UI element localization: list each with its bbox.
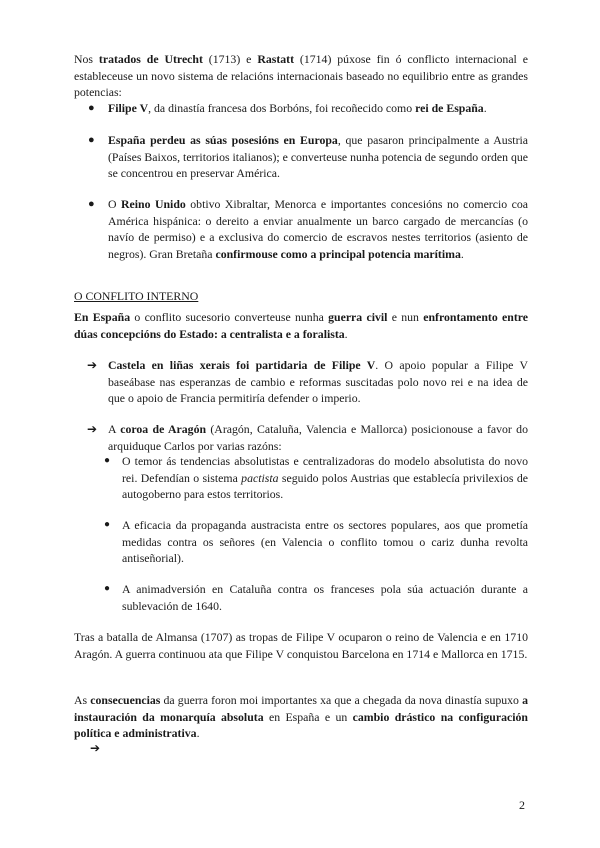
subbullet-marker: ● xyxy=(104,455,111,466)
arrow-bold: Castela en liñas xerais foi partidaria de Filipe V xyxy=(108,358,376,372)
interno-text: e nun xyxy=(387,310,424,324)
intro-paragraph xyxy=(74,51,528,101)
bullet-text: , da dinastía francesa dos Borbóns, foi recoñecido como xyxy=(148,101,416,115)
consecuencias-text: en España e un xyxy=(263,709,353,724)
intro-text: Nos xyxy=(74,52,99,66)
arrow-castela xyxy=(87,357,528,407)
bullet-filipe xyxy=(88,100,528,117)
bullet-text: , que pasaron principalmente a Austria (Países Baixos, territorios italianos); e converteuse nunha potencia de segundo orden que se concentrou en preservar América. xyxy=(108,133,529,180)
bullet-text: O xyxy=(108,197,121,211)
section-heading: O CONFLITO INTERNO xyxy=(74,289,199,303)
arrow-bold: coroa de Aragón xyxy=(120,422,207,436)
bullet-espana xyxy=(88,132,529,182)
bullet-reino-unido xyxy=(88,196,528,262)
subbullet-temor xyxy=(104,453,528,503)
consecuencias-paragraph xyxy=(74,692,528,742)
intro-text: (1713) e xyxy=(202,52,258,66)
bullet-marker: ● xyxy=(88,198,95,210)
subbullet-italic: pactista xyxy=(241,470,279,485)
consecuencias-text: As xyxy=(74,693,91,707)
bullet-bold: Reino Unido xyxy=(121,197,186,211)
interno-text: o conflito sucesorio converteuse nunha xyxy=(130,310,329,324)
intro-bold-utrecht: tratados de Utrecht xyxy=(98,52,203,66)
intro-bold-rastatt: Rastatt xyxy=(257,52,295,66)
arrow-text: . O apoio popular a Filipe V baseábase nas esperanzas de cambio e reformas suscitadas polo novo rei e na idea de que o apoio de Francia permitiría defender o imperio. xyxy=(108,358,528,405)
consecuencias-text: . xyxy=(196,726,200,740)
bullet-bold: España perdeu as súas posesións en Europa xyxy=(108,133,338,147)
subbullet-marker: ● xyxy=(104,519,111,530)
intro-text: (1714) púxose fin ó conflicto internacional e estableceuse un novo sistema de relacións internacionais baseado no equilibrio entre as grandes potencias: xyxy=(74,52,528,99)
almansa-paragraph: Tras a batalla de Almansa (1707) as tropas de Filipe V ocuparon o reino de Valencia e en 1710 Aragón. A guerra continuou ata que Filipe V conquistou Barcelona en 1714 e Mallorca en 1715. xyxy=(74,630,528,661)
subbullet-text: O temor ás tendencias absolutistas e centralizadoras do modelo absolutista do novo rei. Defendían o sistema xyxy=(122,454,528,485)
interno-bold: guerra civil xyxy=(328,310,388,324)
trailing-arrow-icon: ➔ xyxy=(90,741,100,755)
interno-bold: En España xyxy=(74,310,131,324)
interno-paragraph xyxy=(74,309,528,342)
arrow-icon: ➔ xyxy=(87,422,97,436)
arrow-icon: ➔ xyxy=(87,358,97,372)
subbullet-text: A animadversión en Cataluña contra os franceses pola súa actuación durante a sublevación de 1640. xyxy=(122,582,528,613)
bullet-text: . xyxy=(460,246,464,261)
bullet-bold: confirmouse como a principal potencia marítima xyxy=(215,246,461,261)
interno-bold: enfrontamento entre dúas concepcións do Estado: a centralista e a foralista xyxy=(74,310,529,341)
bullet-marker: ● xyxy=(88,134,95,146)
consecuencias-bold: a instauración da monarquía absoluta xyxy=(74,693,528,724)
bullet-bold: rei de España xyxy=(415,101,484,115)
page-number: 2 xyxy=(519,798,525,812)
bullet-marker: ● xyxy=(88,102,95,114)
bullet-bold: Filipe V xyxy=(108,101,149,115)
bullet-text: obtivo Xibraltar, Menorca e importantes concesións no comercio coa América hispánica: o dereito a enviar anualmente un barco cargado de mercancías (o navío de permiso) e a exclusiva do comercio de escravos nestes territorios (asiento de negros). Gran Bretaña xyxy=(108,197,528,261)
bullet-text: . xyxy=(483,101,487,115)
interno-text: . xyxy=(344,326,348,341)
subbullet-text: seguido polos Austrias que establecía privilexios de autogoberno para estos territorios. xyxy=(122,470,528,501)
consecuencias-bold: consecuencias xyxy=(90,693,161,707)
consecuencias-bold: cambio drástico na configuración política e administrativa xyxy=(74,709,528,740)
subbullet-marker: ● xyxy=(104,583,111,594)
subbullet-eficacia xyxy=(104,517,528,567)
arrow-text: A xyxy=(108,422,121,436)
consecuencias-text: da guerra foron moi importantes xa que a chegada da nova dinastía supuxo xyxy=(160,693,523,707)
subbullet-text: A eficacia da propaganda austracista entre os sectores populares, aos que prometía medidas contra os señores (en Valencia o conflito tomou o cariz dunha revolta antiseñorial). xyxy=(122,518,528,565)
arrow-aragon xyxy=(87,421,528,454)
subbullet-animadversion xyxy=(104,581,528,614)
arrow-text: (Aragón, Cataluña, Valencia e Mallorca) posicionouse a favor do arquiduque Carlos por varias razóns: xyxy=(108,422,528,453)
